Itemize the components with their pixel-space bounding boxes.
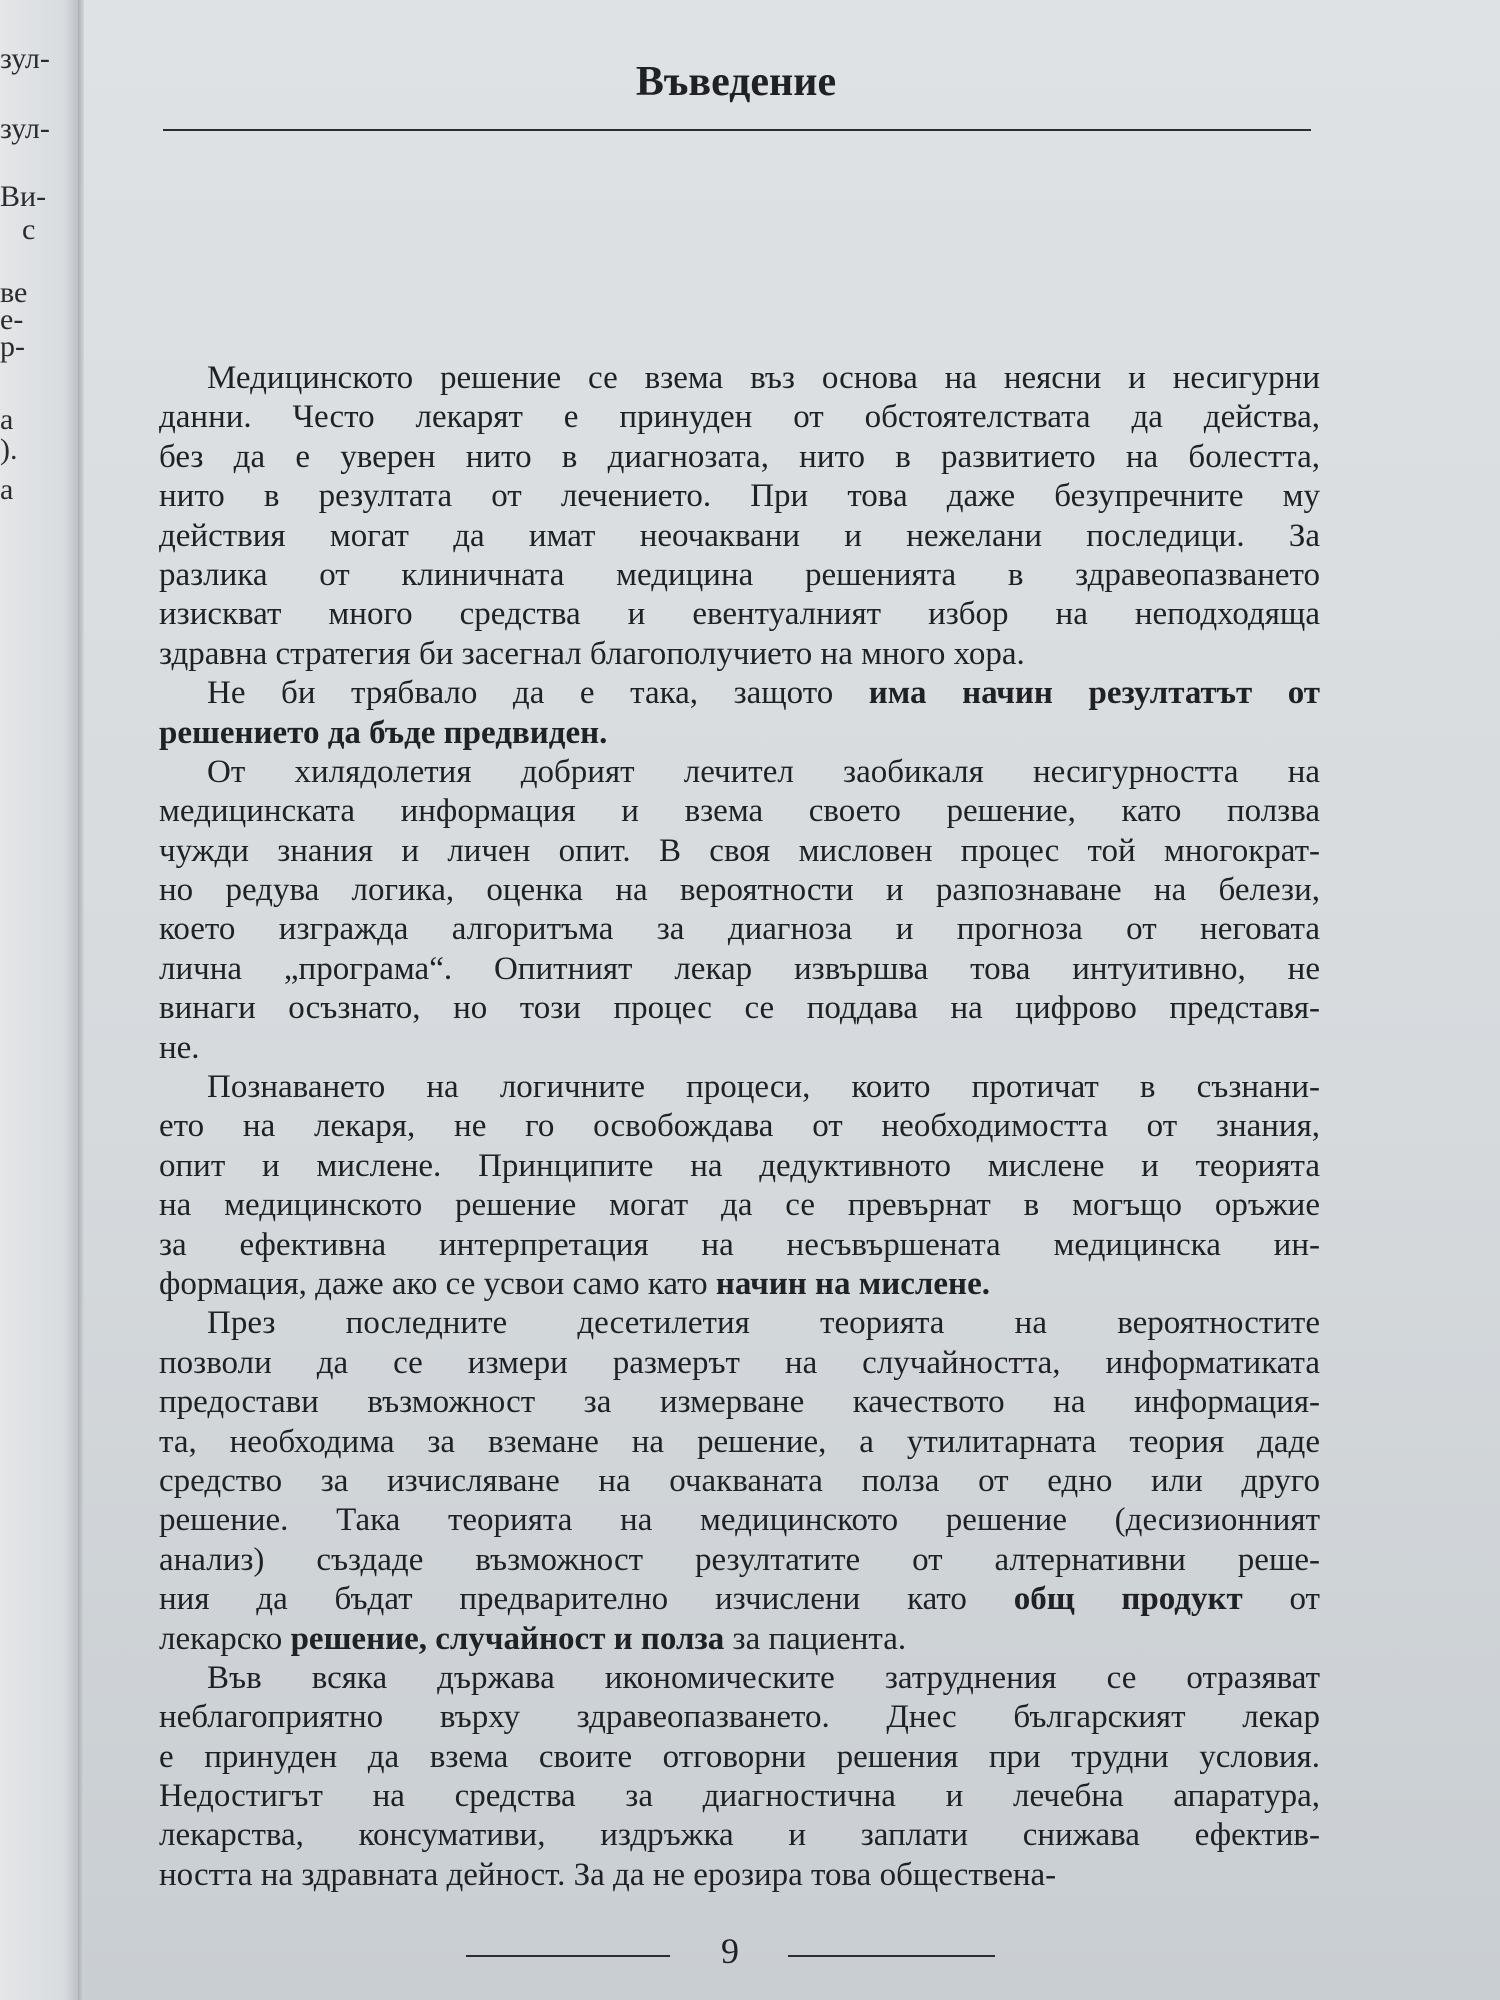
text-segment: решение. Така теорията на медицинското решение (десизионният — [159, 1502, 1320, 1539]
text-segment: анализ) създаде възможност резултатите от алтернативни реше- — [159, 1541, 1320, 1578]
text-segment: е принуден да взема своите отговорни решения при трудни условия. — [159, 1738, 1320, 1775]
text-segment: ето на лекаря, не го освобождава от необходимостта от знания, — [159, 1108, 1320, 1145]
text-line — [159, 1186, 1320, 1225]
text-segment: Недостигът на средства за диагностична и лечебна апаратура, — [159, 1778, 1320, 1815]
text-segment: на медицинското решение могат да се превърнат в могъщо оръжие — [159, 1187, 1320, 1224]
page-number-rule-right — [788, 1955, 995, 1957]
margin-fragment: Ви- — [0, 180, 47, 213]
text-line — [159, 1620, 1320, 1659]
text-segment: лична „програма“. Опитният лекар извършва това интуитивно, не — [159, 950, 1320, 987]
paragraph — [159, 359, 1320, 674]
title-rule — [163, 129, 1311, 131]
text-line — [159, 714, 1320, 753]
text-line — [159, 1541, 1320, 1580]
text-segment: позволи да се измери размерът на случайността, информатиката — [159, 1344, 1320, 1381]
text-line — [159, 1580, 1320, 1619]
text-line — [159, 1107, 1320, 1146]
text-segment: не. — [159, 1029, 200, 1066]
book-gutter — [78, 0, 84, 2000]
text-line — [159, 1265, 1320, 1304]
margin-fragment: а — [0, 473, 14, 506]
text-segment: разлика от клиничната медицина решенията в здравеопазването — [159, 556, 1320, 593]
text-line — [159, 753, 1320, 792]
text-line — [159, 635, 1320, 674]
text-segment: медицинската информация и взема своето решение, като ползва — [159, 793, 1320, 830]
text-segment: опит и мислене. Принципите на дедуктивното мислене и теорията — [159, 1147, 1320, 1184]
text-segment: предостави възможност за измерване качеството на информация- — [159, 1384, 1320, 1421]
text-line — [159, 989, 1320, 1028]
bold-text: има начин резултатът от — [868, 675, 1320, 712]
previous-page-edge — [0, 0, 80, 2000]
paragraph — [159, 674, 1320, 753]
paragraph — [159, 1068, 1320, 1304]
text-segment: формация, даже ако се усвои само като — [159, 1265, 716, 1302]
text-segment: изискват много средства и евентуалният избор на неподходяща — [159, 596, 1320, 633]
text-segment: Във всяка държава икономическите затруднения се отразяват — [207, 1659, 1320, 1696]
text-line — [159, 950, 1320, 989]
text-segment: чужди знания и личен опит. В своя мисловен процес той многократ- — [159, 832, 1320, 869]
text-line — [159, 1344, 1320, 1383]
text-segment: лекарско — [159, 1620, 291, 1657]
text-line — [159, 1383, 1320, 1422]
text-line — [159, 556, 1320, 595]
text-segment: ния да бъдат предварително изчислени като — [159, 1581, 1014, 1618]
bold-text: начин на мислене. — [715, 1265, 990, 1302]
bold-text: решението да бъде предвиден. — [159, 714, 608, 751]
text-line — [159, 1423, 1320, 1462]
text-line — [159, 792, 1320, 831]
text-line — [159, 910, 1320, 949]
text-segment: без да е уверен нито в диагнозата, нито в развитието на болестта, — [159, 438, 1320, 475]
text-line — [159, 1029, 1320, 1068]
text-line — [159, 1068, 1320, 1107]
margin-fragment: ). — [0, 433, 18, 466]
text-segment: неблагоприятно върху здравеопазването. Днес българският лекар — [159, 1699, 1320, 1736]
text-line — [159, 1501, 1320, 1540]
text-segment: Медицинското решение се взема въз основа на неясни и несигурни — [207, 360, 1320, 396]
text-line — [159, 359, 1320, 398]
text-line — [159, 517, 1320, 556]
text-segment: Не би трябвало да е така, защото — [207, 675, 869, 712]
margin-fragment: ве — [0, 276, 28, 309]
page-number-rule-left — [466, 1955, 670, 1957]
text-line — [159, 1147, 1320, 1186]
text-segment: ността на здравната дейност. За да не ерозира това обществена- — [159, 1856, 1057, 1893]
body-text — [159, 359, 1320, 1895]
text-line — [159, 1816, 1320, 1855]
text-segment: От хилядолетия добрият лечител заобикаля несигурността на — [207, 753, 1320, 790]
text-segment: от — [1242, 1581, 1320, 1618]
text-line — [159, 595, 1320, 634]
text-segment: за пациента. — [724, 1620, 907, 1657]
text-line — [159, 1462, 1320, 1501]
margin-fragment: зул- — [0, 112, 50, 145]
text-line — [159, 1304, 1320, 1343]
bold-text: общ продукт — [1013, 1581, 1243, 1618]
text-line — [159, 1856, 1320, 1895]
text-segment: здравна стратегия би засегнал благополучието на много хора. — [159, 635, 1025, 672]
text-segment: данни. Често лекарят е принуден от обстоятелствата да действа, — [159, 399, 1320, 436]
paragraph — [159, 1304, 1320, 1659]
text-line — [159, 674, 1320, 713]
text-segment: действия могат да имат неочаквани и нежелани последици. За — [159, 517, 1320, 554]
text-line — [159, 1738, 1320, 1777]
text-segment: но редува логика, оценка на вероятности и разпознаване на белези, — [159, 872, 1320, 909]
text-line — [159, 871, 1320, 910]
bold-text: решение, случайност и полза — [290, 1620, 725, 1657]
text-segment: През последните десетилетия теорията на вероятностите — [207, 1305, 1320, 1342]
text-segment: Познаването на логичните процеси, които протичат в съзнани- — [207, 1069, 1320, 1106]
text-segment: винаги осъзнато, но този процес се поддава на цифрово представя- — [159, 990, 1320, 1027]
page-number: 9 — [721, 1931, 739, 1971]
text-segment: средство за изчисляване на очакваната полза от едно или друго — [159, 1462, 1320, 1499]
text-line — [159, 398, 1320, 437]
paragraph — [159, 753, 1320, 1068]
margin-fragment: а — [0, 403, 14, 436]
text-segment: което изгражда алгоритъма за диагноза и прогноза от неговата — [159, 911, 1320, 948]
text-line — [159, 477, 1320, 516]
margin-fragment: р- — [0, 330, 25, 363]
text-segment: та, необходима за вземане на решение, а утилитарната теория даде — [159, 1423, 1320, 1460]
text-segment: за ефективна интерпретация на несъвършената медицинска ин- — [159, 1226, 1320, 1263]
margin-fragment: е- — [0, 303, 24, 336]
text-line — [159, 832, 1320, 871]
paragraph — [159, 1659, 1320, 1895]
margin-fragment: с — [22, 213, 36, 246]
text-line — [159, 1698, 1320, 1737]
text-segment: лекарства, консумативи, издръжка и заплати снижава ефектив- — [159, 1817, 1320, 1854]
text-line — [159, 438, 1320, 477]
text-line — [159, 1659, 1320, 1698]
margin-fragment: зул- — [0, 42, 50, 75]
chapter-title: Въведение — [635, 59, 837, 105]
text-line — [159, 1226, 1320, 1265]
text-segment: нито в резултата от лечението. При това даже безупречните му — [159, 478, 1320, 515]
text-line — [159, 1777, 1320, 1816]
